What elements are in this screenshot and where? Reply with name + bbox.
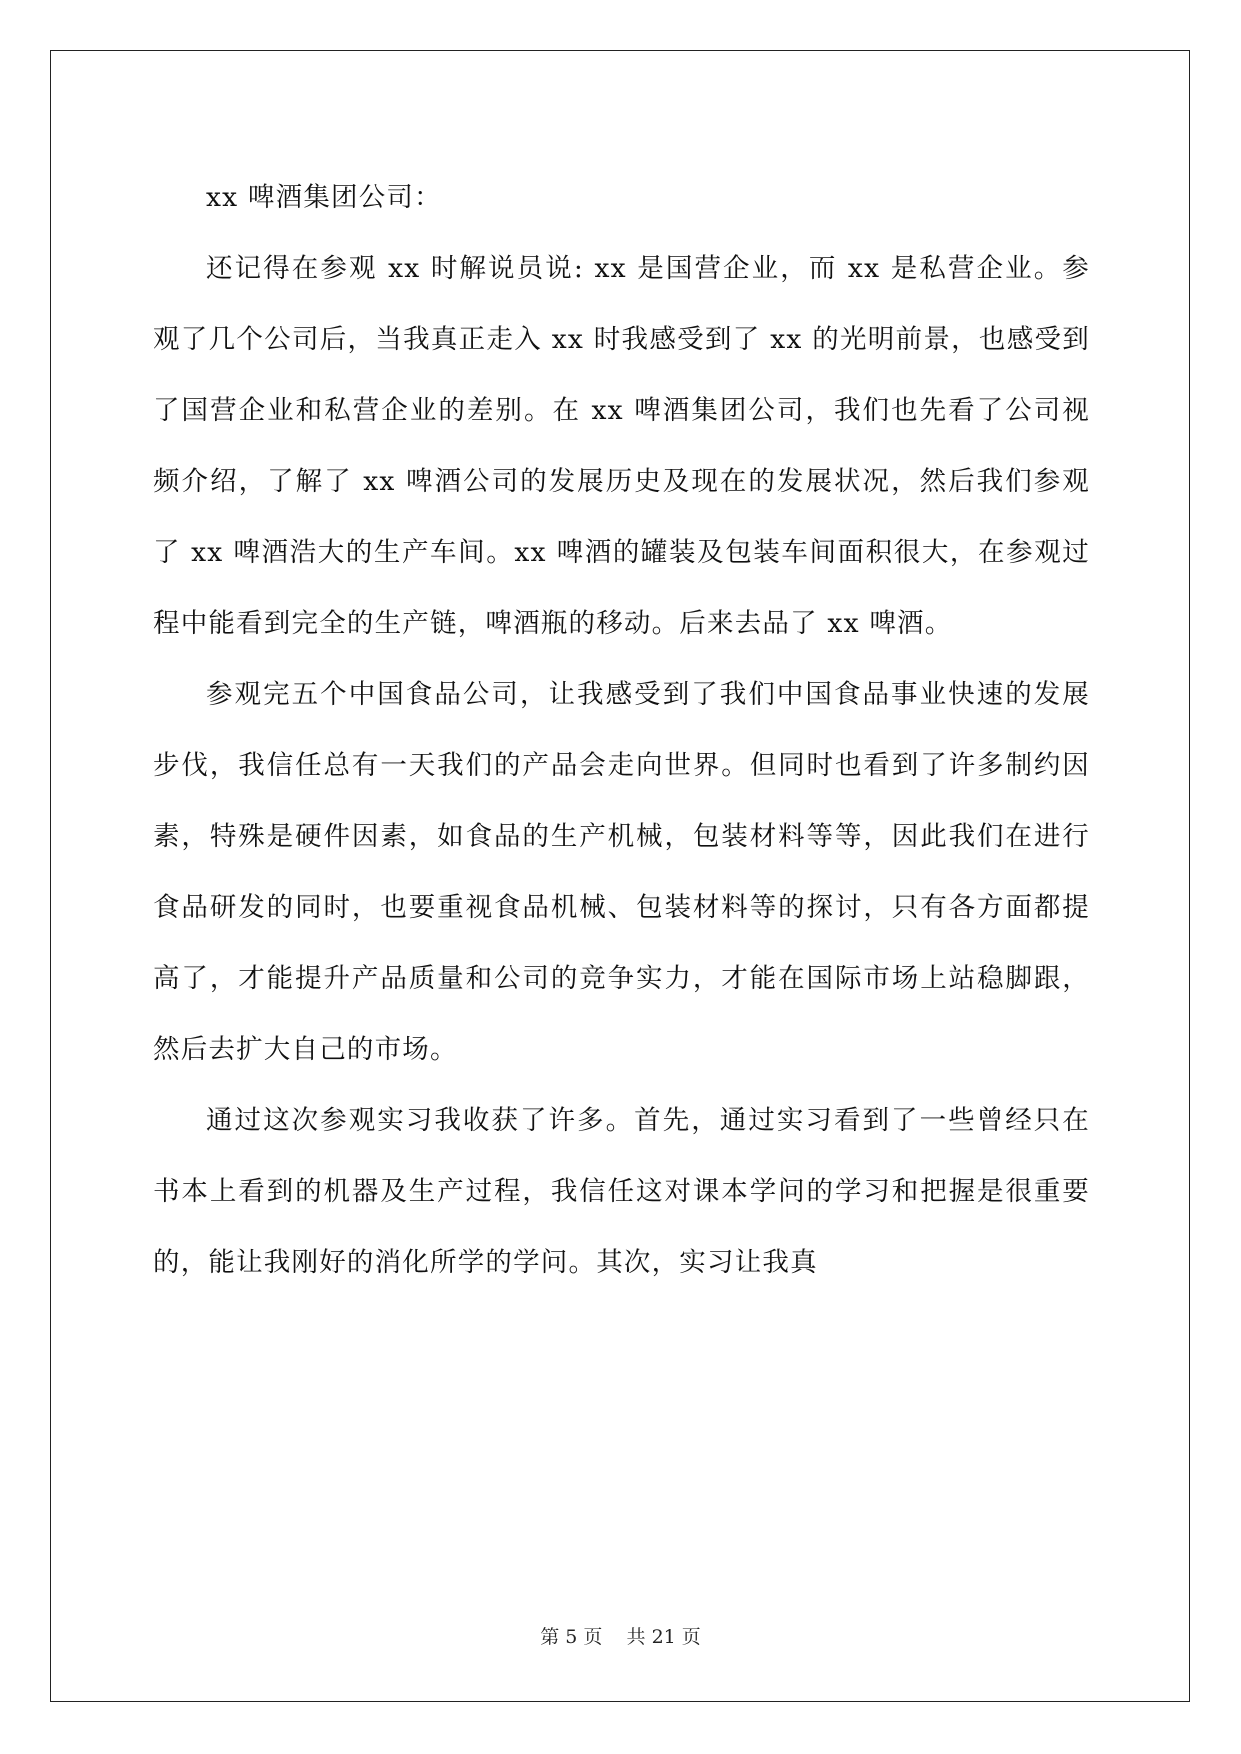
paragraph-1: 还记得在参观 xx 时解说员说: xx 是国营企业，而 xx 是私营企业。参观了几个公司后，当我真正走入 xx 时我感受到了 xx 的光明前景，也感受到了国营企业和私营企业的差别。在 xx 啤酒集团公司，我们也先看了公司视频介绍，了解了 xx 啤酒公司的发展历史及现在的发展状况，然后我们参观了 xx 啤酒浩大的生产车间。xx 啤酒的罐装及包装车间面积很大，在参观过程中能看到完全的生产链，啤酒瓶的移动。后来去品了 xx 啤酒。	[153, 253, 1090, 639]
page-footer	[0, 1625, 1241, 1649]
page-total: 共 21 页	[626, 1626, 701, 1648]
salutation: xx 啤酒集团公司：	[206, 182, 442, 213]
paragraph-2: 参观完五个中国食品公司，让我感受到了我们中国食品事业快速的发展步伐，我信任总有一天我们的产品会走向世界。但同时也看到了许多制约因素，特殊是硬件因素，如食品的生产机械，包装材料等等，因此我们在进行食品研发的同时，也要重视食品机械、包装材料等的探讨，只有各方面都提高了，才能提升产品质量和公司的竞争实力，才能在国际市场上站稳脚跟，然后去扩大自己的市场。	[153, 679, 1090, 1065]
document-body	[153, 162, 1090, 1298]
page-number: 第 5 页	[540, 1626, 603, 1648]
paragraph-3: 通过这次参观实习我收获了许多。首先，通过实习看到了一些曾经只在书本上看到的机器及生产过程，我信任这对课本学问的学习和把握是很重要的，能让我刚好的消化所学的学问。其次，实习让我真	[153, 1105, 1090, 1278]
